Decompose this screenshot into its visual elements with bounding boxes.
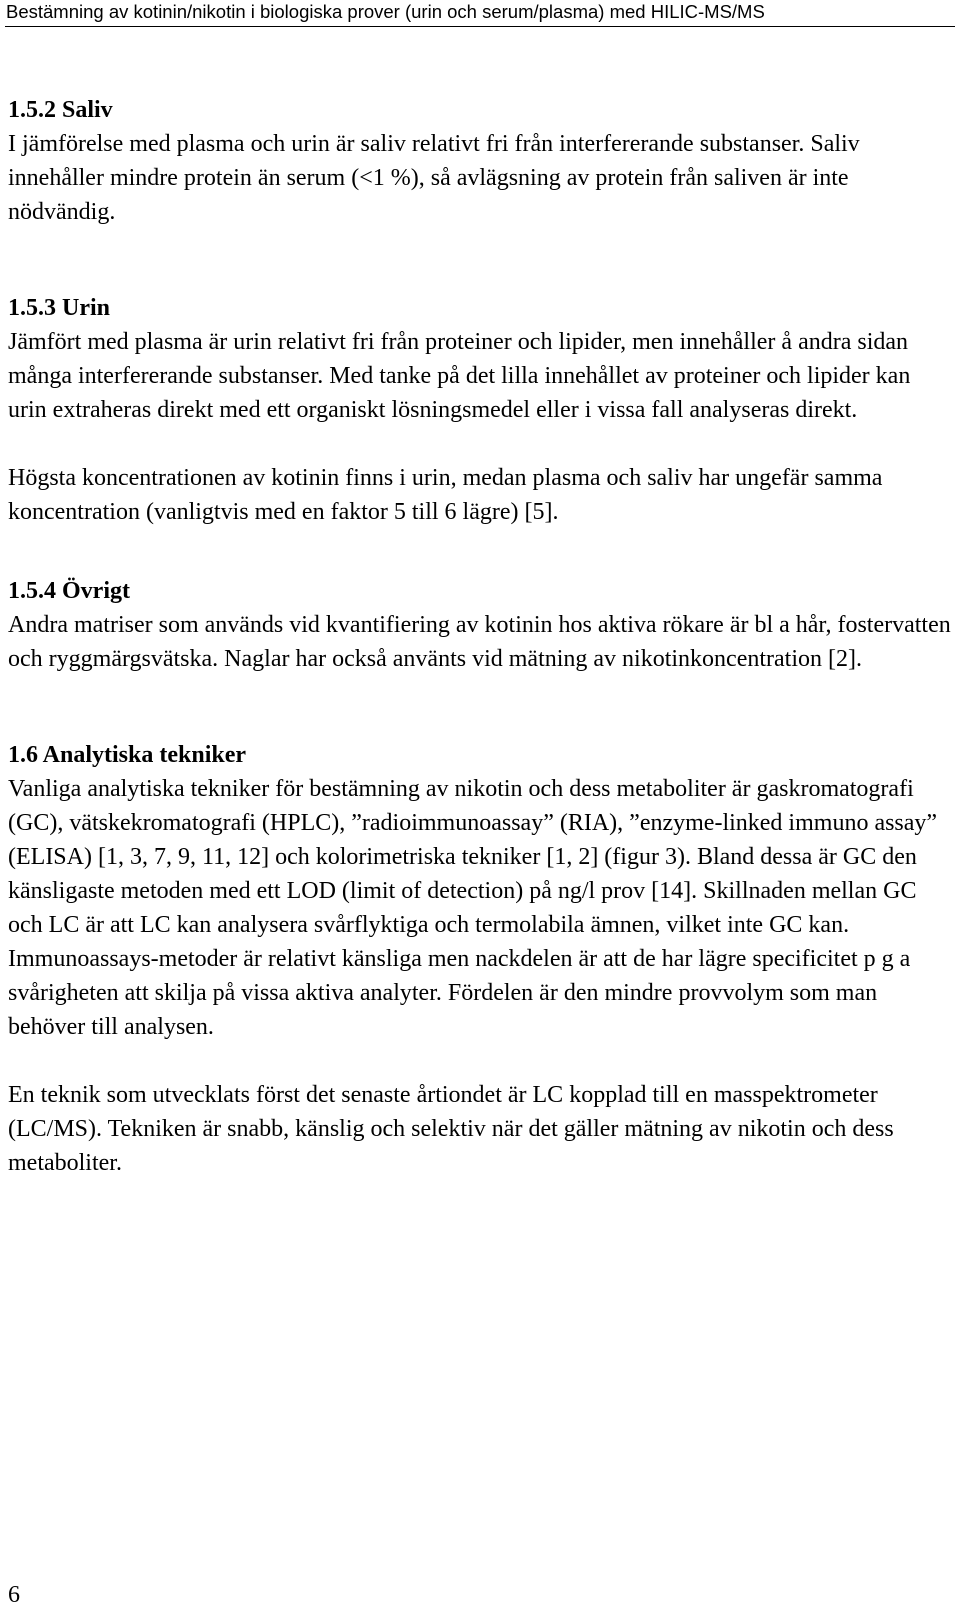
paragraph-ovrigt-1: Andra matriser som används vid kvantifiering av kotinin hos aktiva rökare är bl a hår, fostervatten och ryggmärgsvätska. Naglar har också använts vid mätning av nikotinkoncentration [2].: [8, 612, 951, 672]
header-divider: [5, 26, 955, 27]
paragraph-urin-1: Jämfört med plasma är urin relativt fri från proteiner och lipider, men innehåller å andra sidan många interfererande substanser. Med tanke på det lilla innehållet av proteiner och lipider kan urin extraheras direkt med ett organiskt lösningsmedel eller i vissa fall analyseras direkt.: [8, 329, 911, 423]
heading-analytiska-tekniker: 1.6 Analytiska tekniker: [8, 742, 247, 768]
running-header: Bestämning av kotinin/nikotin i biologiska prover (urin och serum/plasma) med HILIC-MS/MS: [6, 1, 765, 22]
paragraph-saliv-1: I jämförelse med plasma och urin är saliv relativt fri från interfererande substanser. Saliv innehåller mindre protein än serum (<1 %), så avlägsning av protein från saliven är inte nödvändig.: [8, 131, 860, 225]
document-body: [8, 93, 953, 1180]
heading-saliv: 1.5.2 Saliv: [8, 97, 113, 123]
heading-urin: 1.5.3 Urin: [8, 295, 110, 321]
heading-ovrigt: 1.5.4 Övrigt: [8, 578, 130, 604]
page-number: 6: [8, 1582, 20, 1608]
paragraph-analytiska-1: Vanliga analytiska tekniker för bestämning av nikotin och dess metaboliter är gaskromatografi (GC), vätskekromatografi (HPLC), ”radioimmunoassay” (RIA), ”enzyme-linked immuno assay” (ELISA) [1, 3, 7, 9, 11, 12] och kolorimetriska tekniker [1, 2] (figur 3). Bland dessa är GC den känsligaste metoden med ett LOD (limit of detection) på ng/l prov [14]. Skillnaden mellan GC och LC är att LC kan analysera svårflyktiga och termolabila ämnen, vilket inte GC kan. Immunoassays-metoder är relativt känsliga men nackdelen är att de har lägre specificitet p g a svårigheten att skilja på vissa aktiva analyter. Fördelen är den mindre provvolym som man behöver till analysen.: [8, 776, 938, 1040]
paragraph-analytiska-2: En teknik som utvecklats först det senaste årtiondet är LC kopplad till en masspektrometer (LC/MS). Tekniken är snabb, känslig och selektiv när det gäller mätning av nikotin och dess metaboliter.: [8, 1082, 894, 1176]
paragraph-urin-2: Högsta koncentrationen av kotinin finns i urin, medan plasma och saliv har ungefär samma koncentration (vanligtvis med en faktor 5 till 6 lägre) [5].: [8, 465, 883, 525]
